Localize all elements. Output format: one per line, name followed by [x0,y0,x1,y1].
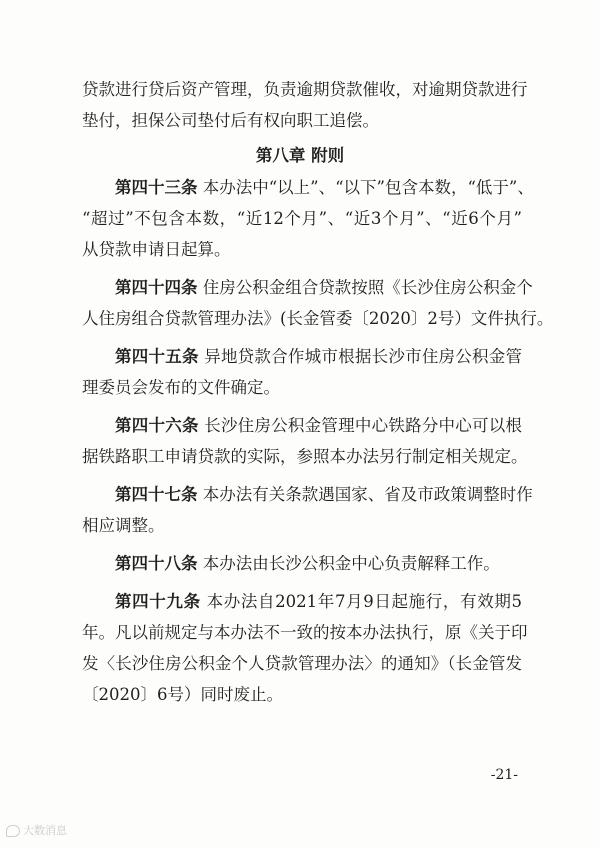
watermark [6,824,67,838]
text-line: 人住房组合贷款管理办法》(长金管委〔2020〕2号）文件执行。 [82,309,554,328]
article-number: 第四十九条 [115,592,201,611]
text-line: 据铁路职工申请贷款的实际，参照本办法另行制定相关规定。 [82,447,528,466]
article-43-line: 第四十三条 本办法中“以上”、“以下”包含本数，“低于”、 [115,178,534,197]
article-number: 第四十三条 [115,178,198,197]
article-number: 第四十五条 [115,347,199,366]
article-number: 第四十七条 [115,485,198,504]
text-line: 从贷款申请日起算。 [82,240,231,259]
chapter-title: 第八章 附则 [255,146,345,165]
watermark-text: 大数消息 [23,824,67,837]
text-line: 发〈长沙住房公积金个人贷款管理办法〉的通知》（长金管发 [82,654,522,673]
page-number: -21- [490,767,518,783]
article-number: 第四十四条 [115,278,198,297]
text-line: 垫付，担保公司垫付后有权向职工追偿。 [82,111,379,130]
text-line: 〔2020〕6号）同时废止。 [82,685,283,704]
article-49-line: 第四十九条 本办法自2021年7月9日起施行，有效期5 [115,592,522,611]
text-line: 贷款进行贷后资产管理，负责逾期贷款催收，对逾期贷款进行 [82,80,528,99]
text-line: 相应调整。 [82,516,165,535]
article-48-line: 第四十八条 本办法由长沙公积金中心负责解释工作。 [115,554,500,573]
article-47-line: 第四十七条 本办法有关条款遇国家、省及市政策调整时作 [115,485,533,504]
text-line: 理委员会发布的文件确定。 [82,378,280,397]
text-line: “超过”不包含本数，“近12个月”、“近3个月”、“近6个月” [82,209,522,228]
article-number: 第四十六条 [115,416,199,435]
article-number: 第四十八条 [115,554,198,573]
article-46-line: 第四十六条 长沙住房公积金管理中心铁路分中心可以根 [115,416,523,435]
article-44-line: 第四十四条 住房公积金组合贷款按照《长沙住房公积金个 [115,278,533,297]
chat-bubble-icon [6,825,20,837]
article-45-line: 第四十五条 异地贷款合作城市根据长沙市住房公积金管 [115,347,523,366]
text-line: 年。凡以前规定与本办法不一致的按本办法执行，原《关于印 [82,623,528,642]
